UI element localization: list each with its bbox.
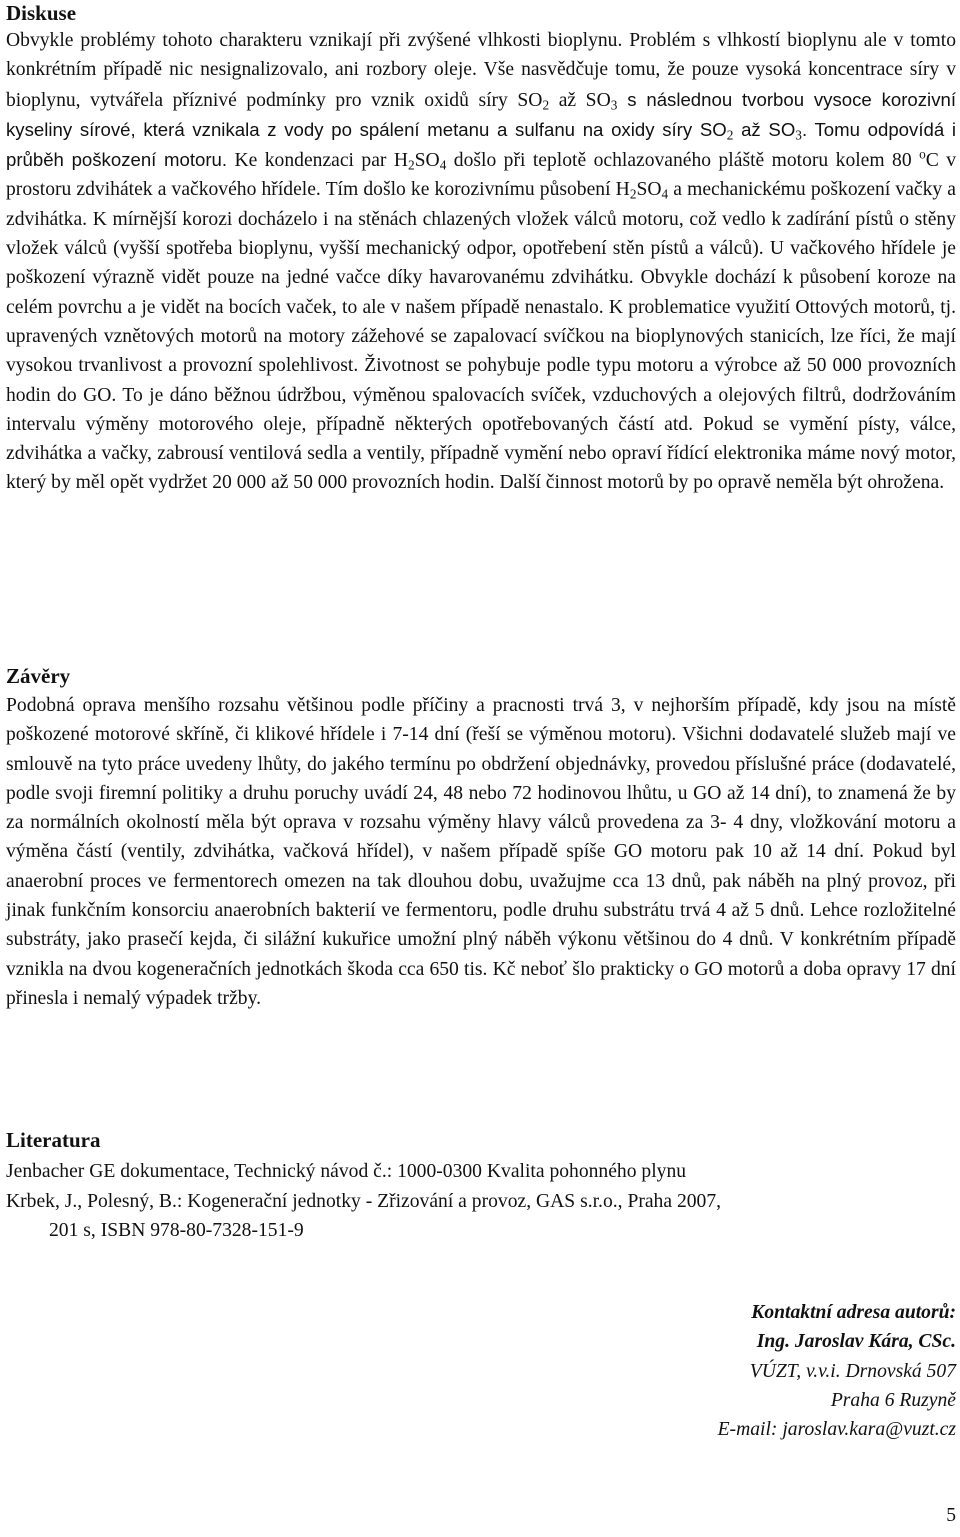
contact-label: Kontaktní adresa autorů: xyxy=(751,1302,956,1323)
discussion-text-10: SO xyxy=(636,179,662,201)
conclusions-paragraph: Podobná oprava menšího rozsahu většinou podle příčiny a pracnosti trvá 3, v nejhorším případě, kdy jsou na místě poškozené motorové skříně, či klikové hřídele i 7-14 dní (řeší se výměnou motoru). Všichni dodavatelé služeb mají ve smlouvě na tyto práce uvedeny lhůty, do jakého termínu po obdržení objednávky, provedou příslušné práce (dodavatelé, podle svoji firemní politiky a druhu poruchy uvádí 24, 48 nebo 72 hodinovou lhůtu, u GO až 14 dní), to znamená že by za normálních okolností měla být oprava v rozsahu výměny hlavy válců provedena za 3- 4 dny, vložkování motoru a výměna částí (ventily, zdvihátka, vačková hřídel), v našem případě spíše GO motoru pak 10 až 14 dní. Pokud byl anaerobní proces ve fermentorech omezen na tak dlouhou dobu, uvažujme cca 13 dnů, pak náběh na plný provoz, při jinak funkčním konsorciu anaerobních bakterií ve fermentoru, podle druhu substrátu trvá 4 až 5 dnů. Lehce rozložitelné substráty, jako prasečí kejda, či silážní kukuřice umožní plný náběh výkonu většinou do 4 dnů. V konkrétním případě vznikla na dvou kogeneračních jednotkách škoda cca 650 tis. Kč neboť šlo prakticky o GO motorů a doba opravy 17 dní přinesla i nemalý výpadek tržby. xyxy=(6,695,956,1009)
subscript: 3 xyxy=(795,127,802,143)
subscript: 2 xyxy=(726,127,734,143)
discussion-text-9: C v prostoru zdvihátek a vačkového hřídele. Tím došlo ke korozivnímu působení H xyxy=(6,150,957,201)
discussion-paragraph xyxy=(6,26,956,498)
reference-item: Jenbacher GE dokumentace, Technický návod č.: 1000-0300 Kvalita pohonného plynu xyxy=(6,1161,687,1182)
discussion-section xyxy=(6,0,956,498)
discussion-text-11: a mechanickému poškození vačky a zdvihátka. K mírnější korozi docházelo i na stěnách chlazených vložek válců motoru, což vedlo k zadírání pístů o stěny vložek válců (vyšší spotřeba bioplynu, vyšší mechanický odpor, opotřebení stěn pístů a válců). U vačkového hřídele je poškození výrazně vidět pouze na jedné vačce díky havarovanému zdvihátku. Obvykle dochází k působení koroze na celém povrchu a je vidět na bocích vaček, to ale v našem případě nenastalo. K problematice využití Ottových motorů, tj. upravených vznětových motorů na motory zážehové se zapalovací svíčkou na bioplynových stanicích, lze říci, že mají vysokou trvanlivost a provozní spolehlivost. Životnost se pohybuje podle typu motoru a výrobce až 50 000 provozních hodin do GO. To je dáno běžnou údržbou, výměnou spalovacích svíček, vzduchových a olejových filtrů, dodržováním intervalu výměny motorového oleje, případně některých opotřebovaných částí atd. Pokud se vymění písty, válce, zdvihátka a vačky, zabrousí ventilová sedla a ventily, případně vymění nebo opraví řídící elektronika máme nový motor, který by měl opět vydržet 20 000 až 50 000 provozních hodin. Další činnost motorů by po opravě neměla být ohrožena. xyxy=(6,179,956,494)
conclusions-heading: Závěry xyxy=(6,664,71,688)
subscript: 2 xyxy=(407,157,415,173)
discussion-text-7: SO xyxy=(414,150,440,172)
discussion-text-8: došlo při teplotě ochlazovaného pláště motoru kolem 80 xyxy=(446,150,920,172)
reference-item-continuation: 201 s, ISBN 978-80-7328-151-9 xyxy=(49,1220,304,1241)
discussion-text-2: až SO xyxy=(549,89,611,111)
contact-city: Praha 6 Ruzyně xyxy=(830,1389,956,1411)
references-heading: Literatura xyxy=(6,1128,101,1152)
subscript: 2 xyxy=(629,186,637,202)
reference-item: Krbek, J., Polesný, B.: Kogenerační jednotky - Zřizování a provoz, GAS s.r.o., Praha 2007, xyxy=(6,1190,722,1212)
discussion-text-4: až SO xyxy=(733,118,796,140)
contact-name: Ing. Jaroslav Kára, CSc. xyxy=(756,1331,956,1353)
subscript: 4 xyxy=(439,157,447,173)
page-number: 5 xyxy=(946,1505,956,1526)
discussion-text-5: . Tomu odpovídá i průběh poškození motoru. xyxy=(6,118,956,171)
discussion-text-1: Obvykle problémy tohoto charakteru vznikají při zvýšené vlhkosti bioplynu. Problém s vlhkostí bioplynu ale v tomto konkrétním případě nic nesignalizovalo, ani rozbory oleje. Vše nasvědčuje tomu, že pouze vysoká koncentrace síry v bioplynu, vytvářela příznivé podmínky pro vznik oxidů síry SO xyxy=(6,30,956,111)
subscript: 4 xyxy=(661,186,669,202)
subscript: 3 xyxy=(610,96,618,112)
contact-email[interactable]: E-mail: jaroslav.kara@vuzt.cz xyxy=(717,1419,956,1441)
conclusions-section xyxy=(6,663,956,1013)
discussion-heading: Diskuse xyxy=(6,1,77,25)
references-section xyxy=(6,1127,956,1246)
references-list xyxy=(6,1157,956,1246)
contact-block xyxy=(718,1298,956,1444)
discussion-text-6: Ke kondenzaci par H xyxy=(227,150,408,172)
subscript: 2 xyxy=(542,96,550,112)
discussion-text-3: s následnou tvorbou vysoce korozivní kyseliny sírové, která vznikala z vody po spálení metanu a sulfanu na oxidy síry SO xyxy=(6,88,956,140)
superscript: o xyxy=(919,146,926,162)
contact-institution: VÚZT, v.v.i. Drnovská 507 xyxy=(749,1360,956,1382)
